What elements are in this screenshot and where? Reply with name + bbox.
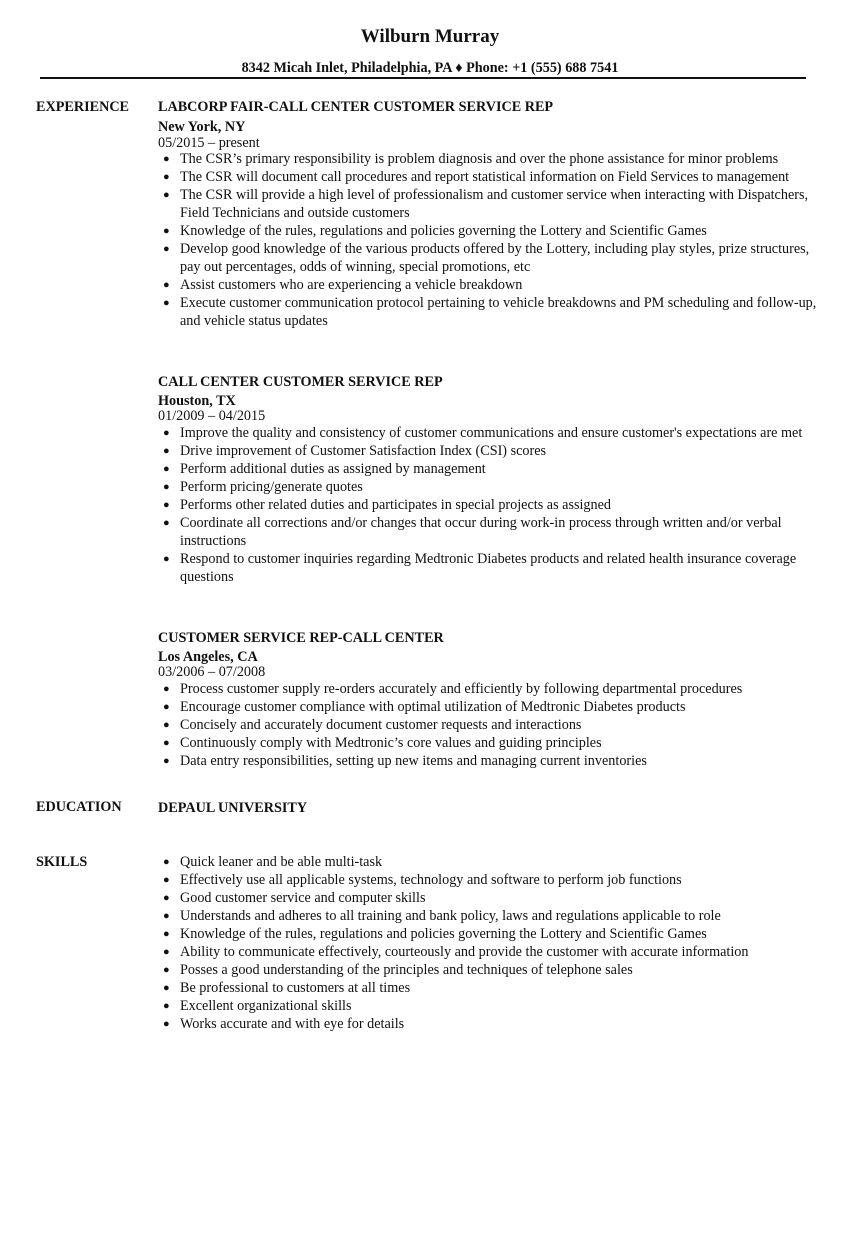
list-item-text: Knowledge of the rules, regulations and policies governing the Lottery and Scientific Games: [180, 926, 707, 942]
list-item-text: Concisely and accurately document customer requests and interactions: [180, 717, 582, 733]
list-item: [158, 514, 818, 550]
job-dates: 03/2006 – 07/2008: [158, 664, 266, 680]
list-item: [158, 186, 818, 222]
list-item: [158, 680, 818, 698]
job-location: Los Angeles, CA: [158, 649, 258, 665]
job-dates: 01/2009 – 04/2015: [158, 408, 266, 424]
list-item: [158, 276, 818, 294]
list-item-text: Understands and adheres to all training and bank policy, laws and regulations applicable to role: [180, 908, 721, 924]
list-item: [158, 496, 818, 514]
list-item-text: Develop good knowledge of the various products offered by the Lottery, including play styles, prize structures, pay out percentages, odds of winning, special promotions, etc: [180, 241, 810, 275]
bullet-icon: ●: [163, 279, 170, 291]
list-item-text: Excellent organizational skills: [180, 998, 352, 1014]
list-item: [158, 853, 818, 871]
list-item-text: Drive improvement of Customer Satisfaction Index (CSI) scores: [180, 443, 547, 459]
list-item: [158, 925, 818, 943]
bullet-icon: ●: [163, 964, 170, 976]
list-item: [158, 1015, 818, 1033]
bullet-icon: ●: [163, 517, 170, 529]
job-title: CALL CENTER CUSTOMER SERVICE REP: [158, 374, 443, 390]
job-duties-list: [158, 150, 818, 330]
list-item-text: Good customer service and computer skills: [180, 890, 426, 906]
list-item: [158, 752, 818, 770]
job-location: Houston, TX: [158, 393, 236, 409]
bullet-icon: ●: [163, 153, 170, 165]
job-dates: 05/2015 – present: [158, 135, 260, 151]
contact-line: 8342 Micah Inlet, Philadelphia, PA ♦ Phone: +1 (555) 688 7541: [241, 60, 619, 76]
list-item: [158, 907, 818, 925]
bullet-icon: ●: [163, 225, 170, 237]
list-item: [158, 871, 818, 889]
list-item: [158, 943, 818, 961]
list-item-text: Perform pricing/generate quotes: [180, 479, 363, 495]
bullet-icon: ●: [163, 856, 170, 868]
list-item: [158, 460, 818, 478]
education-heading: EDUCATION: [36, 799, 122, 815]
bullet-icon: ●: [163, 719, 170, 731]
list-item-text: The CSR’s primary responsibility is problem diagnosis and over the phone assistance for minor problems: [180, 151, 779, 167]
bullet-icon: ●: [163, 297, 170, 309]
list-item-text: Process customer supply re-orders accurately and efficiently by following departmental procedures: [180, 681, 743, 697]
bullet-icon: ●: [163, 701, 170, 713]
list-item: [158, 442, 818, 460]
skills-heading: SKILLS: [36, 854, 88, 870]
job-duties-list: [158, 424, 818, 586]
bullet-icon: ●: [163, 737, 170, 749]
bullet-icon: ●: [163, 910, 170, 922]
header-divider: [40, 77, 806, 79]
list-item: [158, 716, 818, 734]
bullet-icon: ●: [163, 499, 170, 511]
bullet-icon: ●: [163, 171, 170, 183]
school-name: DEPAUL UNIVERSITY: [158, 800, 308, 816]
job-title: LABCORP FAIR-CALL CENTER CUSTOMER SERVICE REP: [158, 99, 554, 115]
list-item-text: Improve the quality and consistency of customer communications and ensure customer's expectations are met: [180, 425, 803, 441]
job-duties-list: [158, 680, 818, 770]
bullet-icon: ●: [163, 553, 170, 565]
list-item-text: The CSR will provide a high level of professionalism and customer service when interacting with Dispatchers, Field Technicians and outside customers: [180, 187, 809, 221]
list-item-text: Continuously comply with Medtronic’s core values and guiding principles: [180, 735, 602, 751]
list-item-text: Performs other related duties and participates in special projects as assigned: [180, 497, 612, 513]
list-item-text: Coordinate all corrections and/or changes that occur during work-in process through written and/or verbal instructions: [180, 515, 782, 549]
skills-list: [158, 853, 818, 1033]
bullet-icon: ●: [163, 1018, 170, 1030]
experience-heading: EXPERIENCE: [36, 99, 130, 115]
list-item-text: The CSR will document call procedures and report statistical information on Field Services to management: [180, 169, 790, 185]
bullet-icon: ●: [163, 481, 170, 493]
bullet-icon: ●: [163, 755, 170, 767]
list-item-text: Quick leaner and be able multi-task: [180, 854, 383, 870]
list-item-text: Data entry responsibilities, setting up new items and managing current inventories: [180, 753, 647, 769]
job-title: CUSTOMER SERVICE REP-CALL CENTER: [158, 630, 444, 646]
bullet-icon: ●: [163, 982, 170, 994]
bullet-icon: ●: [163, 874, 170, 886]
bullet-icon: ●: [163, 427, 170, 439]
bullet-icon: ●: [163, 1000, 170, 1012]
candidate-name: Wilburn Murray: [360, 26, 500, 47]
bullet-icon: ●: [163, 928, 170, 940]
list-item-text: Be professional to customers at all times: [180, 980, 411, 996]
list-item: [158, 961, 818, 979]
list-item-text: Assist customers who are experiencing a vehicle breakdown: [180, 277, 523, 293]
bullet-icon: ●: [163, 463, 170, 475]
list-item: [158, 168, 818, 186]
bullet-icon: ●: [163, 892, 170, 904]
list-item: [158, 240, 818, 276]
list-item-text: Posses a good understanding of the principles and techniques of telephone sales: [180, 962, 633, 978]
bullet-icon: ●: [163, 683, 170, 695]
bullet-icon: ●: [163, 946, 170, 958]
list-item: [158, 424, 818, 442]
list-item: [158, 889, 818, 907]
list-item: [158, 734, 818, 752]
list-item: [158, 222, 818, 240]
list-item-text: Execute customer communication protocol pertaining to vehicle breakdowns and PM scheduling and follow-up, and vehicle status updates: [180, 295, 817, 329]
list-item: [158, 478, 818, 496]
list-item: [158, 294, 818, 330]
list-item: [158, 150, 818, 168]
bullet-icon: ●: [163, 243, 170, 255]
list-item-text: Respond to customer inquiries regarding Medtronic Diabetes products and related health insurance coverage questions: [180, 551, 797, 585]
job-location: New York, NY: [158, 119, 246, 135]
list-item: [158, 698, 818, 716]
list-item-text: Encourage customer compliance with optimal utilization of Medtronic Diabetes products: [180, 699, 686, 715]
list-item: [158, 979, 818, 997]
list-item-text: Perform additional duties as assigned by management: [180, 461, 486, 477]
list-item: [158, 550, 818, 586]
list-item: [158, 997, 818, 1015]
list-item-text: Ability to communicate effectively, courteously and provide the customer with accurate information: [180, 944, 749, 960]
bullet-icon: ●: [163, 445, 170, 457]
list-item-text: Works accurate and with eye for details: [180, 1016, 405, 1032]
list-item-text: Knowledge of the rules, regulations and policies governing the Lottery and Scientific Games: [180, 223, 707, 239]
bullet-icon: ●: [163, 189, 170, 201]
list-item-text: Effectively use all applicable systems, technology and software to perform job functions: [180, 872, 682, 888]
